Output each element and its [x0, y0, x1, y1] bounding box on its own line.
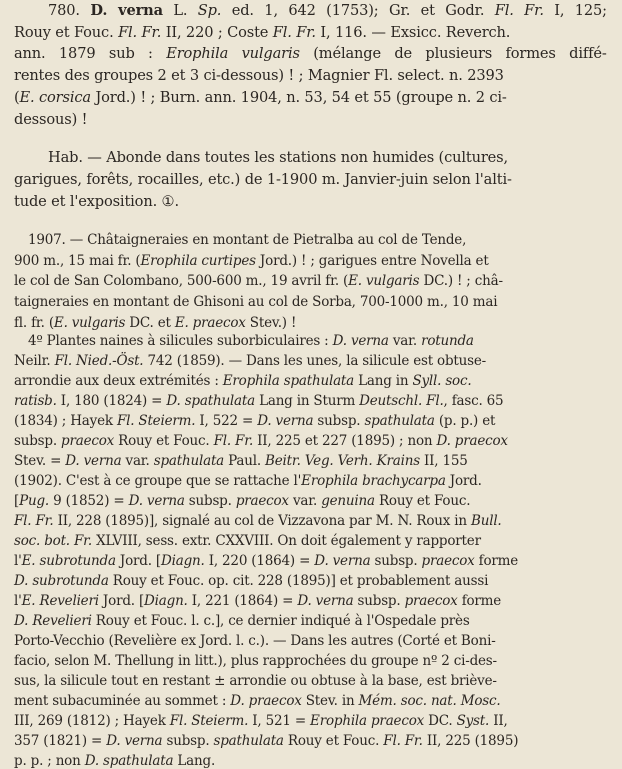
text-line: l'E. subrotunda Jord. [Diagn. I, 220 (1864) = D. verna subsp. praecox forme [14, 553, 519, 569]
text-line: [Pug. 9 (1852) = D. verna subsp. praecox var. genuina Rouy et Fouc. [14, 493, 471, 509]
text-line: dessous) ! [14, 110, 88, 128]
text-line: 780. D. verna L. Sp. ed. 1, 642 (1753); Gr. et Godr. Fl. Fr. I, 125; [48, 2, 607, 19]
text-line: subsp. praecox Rouy et Fouc. Fl. Fr. II, 225 et 227 (1895) ; non D. praecox [14, 433, 508, 449]
text-line: Neilr. Fl. Nied.-Öst. 742 (1859). — Dans les unes, la silicule est obtuse- [14, 353, 486, 369]
text-line: Fl. Fr. II, 228 (1895)], signalé au col de Vizzavona par M. N. Roux in Bull. [14, 513, 502, 529]
text-line: facio, selon M. Thellung in litt.), plus rapprochées du groupe nº 2 ci-des- [14, 653, 497, 669]
text-line: Porto-Vecchio (Revelière ex Jord. l. c.). — Dans les autres (Corté et Boni- [14, 633, 496, 649]
text-line: Stev. = D. verna var. spathulata Paul. Beitr. Veg. Verh. Krains II, 155 [14, 453, 468, 469]
text-line: taigneraies en montant de Ghisoni au col de Sorba, 700-1000 m., 10 mai [14, 294, 498, 311]
text-line: (E. corsica Jord.) ! ; Burn. ann. 1904, n. 53, 54 et 55 (groupe n. 2 ci- [14, 88, 507, 106]
text-line: ratisb. I, 180 (1824) = D. spathulata Lang in Sturm Deutschl. Fl., fasc. 65 [14, 393, 504, 409]
text-line: 4º Plantes naines à silicules suborbiculaires : D. verna var. rotunda [28, 333, 474, 349]
text-line: 1907. — Châtaigneraies en montant de Pietralba au col de Tende, [28, 232, 467, 248]
text-line: 900 m., 15 mai fr. (Erophila curtipes Jord.) ! ; garigues entre Novella et [14, 252, 489, 269]
text-line: l'E. Revelieri Jord. [Diagn. I, 221 (1864) = D. verna subsp. praecox forme [14, 593, 502, 609]
text-line: garigues, forêts, rocailles, etc.) de 1-1900 m. Janvier-juin selon l'alti- [14, 171, 512, 188]
text-line: arrondie aux deux extrémités : Erophila spathulata Lang in Syll. soc. [14, 373, 472, 389]
text-line: p. p. ; non D. spathulata Lang. [14, 753, 216, 769]
text-line: le col de San Colombano, 500-600 m., 19 avril fr. (E. vulgaris DC.) ! ; châ- [14, 273, 503, 290]
text-line: 357 (1821) = D. verna subsp. spathulata Rouy et Fouc. Fl. Fr. II, 225 (1895) [14, 733, 519, 749]
text-line: Hab. — Abonde dans toutes les stations non humides (cultures, [48, 149, 508, 166]
text-line: D. subrotunda Rouy et Fouc. op. cit. 228 (1895)] et probablement aussi [14, 573, 489, 589]
text-line: Rouy et Fouc. Fl. Fr. II, 220 ; Coste Fl. Fr. I, 116. — Exsicc. Reverch. [14, 23, 511, 41]
text-line: D. Revelieri Rouy et Fouc. l. c.], ce dernier indiqué à l'Ospedale près [14, 613, 470, 629]
text-line: soc. bot. Fr. XLVIII, sess. extr. CXXVIII. On doit également y rapporter [14, 533, 481, 549]
text-line: fl. fr. (E. vulgaris DC. et E. praecox Stev.) ! [14, 314, 297, 331]
text-line: (1834) ; Hayek Fl. Steierm. I, 522 = D. verna subsp. spathulata (p. p.) et [14, 413, 496, 429]
text-line: ann. 1879 sub : Erophila vulgaris (mélange de plusieurs formes diffé- [14, 45, 607, 63]
text-line: tude et l'exposition. ①. [14, 193, 179, 210]
text-line: (1902). C'est à ce groupe que se rattache l'Erophila brachycarpa Jord. [14, 473, 482, 489]
text-line: rentes des groupes 2 et 3 ci-dessous) ! ; Magnier Fl. select. n. 2393 [14, 67, 504, 85]
text-line: III, 269 (1812) ; Hayek Fl. Steierm. I, 521 = Erophila praecox DC. Syst. II, [14, 713, 508, 729]
text-line: ment subacuminée au sommet : D. praecox Stev. in Mém. soc. nat. Mosc. [14, 693, 501, 709]
text-line: sus, la silicule tout en restant ± arrondie ou obtuse à la base, est briève- [14, 673, 497, 689]
